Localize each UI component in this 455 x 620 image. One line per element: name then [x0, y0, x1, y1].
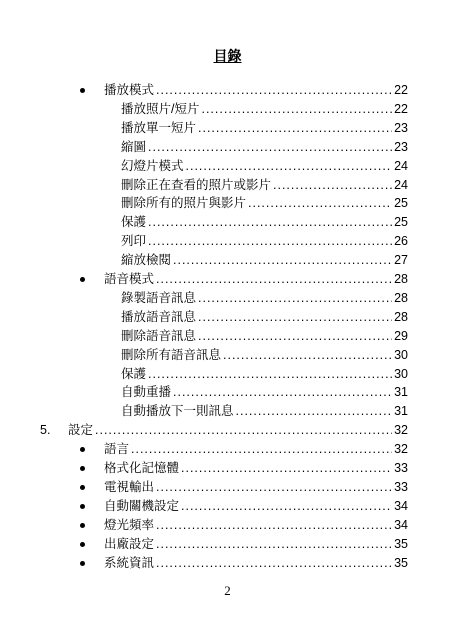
toc-entry-page: 24	[394, 177, 408, 192]
toc-entry-label: 電視輸出	[104, 479, 155, 494]
toc-entry[interactable]	[104, 536, 408, 553]
toc-entry-page: 30	[394, 347, 408, 362]
dot-leader	[173, 384, 392, 401]
toc-entry-label: 播放單一短片	[121, 120, 197, 135]
dot-leader	[95, 422, 392, 439]
toc-entry[interactable]	[121, 384, 408, 401]
dot-leader	[173, 252, 392, 269]
dot-leader	[236, 403, 392, 420]
dot-leader	[198, 309, 392, 326]
toc-entry[interactable]	[104, 498, 408, 515]
toc-entry[interactable]	[40, 422, 408, 439]
toc-entry-page: 30	[394, 366, 408, 381]
toc-entry-label: 自動播放下一則訊息	[121, 404, 234, 419]
toc-entry-label: 縮圖	[121, 139, 147, 154]
dot-leader	[131, 441, 392, 458]
toc-entry-page: 34	[394, 517, 408, 532]
dot-leader	[181, 498, 392, 515]
toc-entry-page: 24	[394, 158, 408, 173]
toc-entry[interactable]	[121, 366, 408, 383]
toc-entry-label: 縮放檢閱	[121, 253, 172, 268]
toc-entry-page: 25	[394, 196, 408, 211]
toc-entry[interactable]	[121, 233, 408, 250]
toc-entry-page: 33	[394, 479, 408, 494]
toc-entry-page: 31	[394, 404, 408, 419]
toc-entry-label: 燈光頻率	[104, 517, 155, 532]
dot-leader	[198, 120, 392, 137]
toc-entry-label: 自動關機設定	[104, 498, 180, 513]
toc-entry-label: 語言	[104, 442, 130, 457]
dot-leader	[198, 290, 392, 307]
dot-leader	[148, 139, 392, 156]
toc-entry[interactable]	[104, 555, 408, 572]
dot-leader	[156, 536, 392, 553]
bullet-icon	[80, 504, 85, 509]
toc-entry-label: 格式化記憶體	[104, 461, 180, 475]
toc-entry-page: 33	[394, 461, 408, 475]
toc-entry[interactable]	[121, 158, 408, 175]
toc-entry-page: 35	[394, 536, 408, 551]
dot-leader	[181, 460, 392, 477]
dot-leader	[156, 82, 392, 99]
toc-entry-page: 28	[394, 272, 408, 286]
bullet-icon	[80, 542, 85, 547]
toc-entry-page: 22	[394, 83, 408, 97]
toc-entry[interactable]	[121, 101, 408, 118]
toc-entry-label: 刪除語音訊息	[121, 328, 197, 343]
toc-entry[interactable]	[104, 441, 408, 458]
toc-entry-label: 自動重播	[121, 385, 172, 400]
toc-entry[interactable]	[121, 252, 408, 269]
dot-leader	[156, 555, 392, 572]
toc-entry-label: 播放照片/短片	[121, 101, 200, 116]
dot-leader	[156, 271, 392, 288]
dot-leader	[148, 214, 392, 231]
page-number: 2	[224, 583, 231, 598]
toc-entry-page: 23	[394, 139, 408, 154]
bullet-icon	[80, 523, 85, 528]
toc-entry-label: 列印	[121, 234, 147, 249]
bullet-icon	[80, 447, 85, 452]
toc-entry-label: 設定	[68, 423, 94, 438]
toc-entry[interactable]	[121, 177, 408, 194]
toc-entry[interactable]	[104, 479, 408, 496]
toc-entry-page: 28	[394, 309, 408, 324]
toc-entry-page: 25	[394, 215, 408, 230]
toc-entry[interactable]	[104, 82, 408, 99]
toc-entry[interactable]	[121, 214, 408, 231]
dot-leader	[248, 195, 392, 212]
toc-entry[interactable]	[121, 139, 408, 156]
toc-entry-page: 26	[394, 234, 408, 249]
bullet-icon	[80, 466, 85, 471]
toc-entry[interactable]	[104, 271, 408, 288]
toc-entry-label: 保護	[121, 366, 147, 381]
toc-entry-page: 29	[394, 328, 408, 343]
toc-title: 目錄	[213, 48, 242, 64]
toc-entry-page: 22	[394, 101, 408, 116]
toc-entry-label: 幻燈片模式	[121, 158, 184, 173]
toc-entry-label: 刪除正在查看的照片或影片	[121, 177, 272, 192]
toc-entry-label: 語音模式	[104, 272, 155, 286]
toc-entry[interactable]	[121, 328, 408, 345]
bullet-icon	[80, 561, 85, 566]
toc-entry[interactable]	[121, 347, 408, 364]
toc-entry-label: 錄製語音訊息	[121, 290, 197, 305]
toc-entry[interactable]	[121, 309, 408, 326]
bullet-icon	[80, 277, 85, 282]
toc-entry-page: 23	[394, 120, 408, 135]
toc-entry[interactable]	[104, 460, 408, 477]
toc-entry-page: 31	[394, 385, 408, 400]
dot-leader	[198, 328, 392, 345]
toc-entry-label: 系統資訊	[104, 555, 155, 570]
bullet-icon	[80, 485, 85, 490]
section-number: 5.	[40, 423, 51, 438]
dot-leader	[186, 158, 392, 175]
dot-leader	[223, 347, 392, 364]
dot-leader	[156, 517, 392, 534]
toc-entry[interactable]	[121, 403, 408, 420]
toc-entry-label: 保護	[121, 215, 147, 230]
toc-entry-label: 播放模式	[104, 83, 155, 97]
toc-entry-label: 播放語音訊息	[121, 309, 197, 324]
toc-entry-page: 34	[394, 498, 408, 513]
toc-entry[interactable]	[121, 290, 408, 307]
toc-entry-label: 刪除所有的照片與影片	[121, 196, 247, 211]
toc-entry-label: 出廠設定	[104, 536, 155, 551]
toc-entry-label: 刪除所有語音訊息	[121, 347, 222, 362]
toc-entry-page: 32	[394, 442, 408, 457]
dot-leader	[201, 101, 392, 118]
dot-leader	[148, 233, 392, 250]
dot-leader	[156, 479, 392, 496]
bullet-icon	[80, 88, 85, 93]
toc-entry[interactable]	[121, 120, 408, 137]
dot-leader	[148, 366, 392, 383]
toc-entry-page: 32	[394, 423, 408, 438]
toc-entry-page: 27	[394, 253, 408, 268]
dot-leader	[273, 177, 392, 194]
toc-entry-page: 35	[394, 555, 408, 570]
toc-entry[interactable]	[104, 517, 408, 534]
toc-entry[interactable]	[121, 195, 408, 212]
toc-entry-page: 28	[394, 290, 408, 305]
